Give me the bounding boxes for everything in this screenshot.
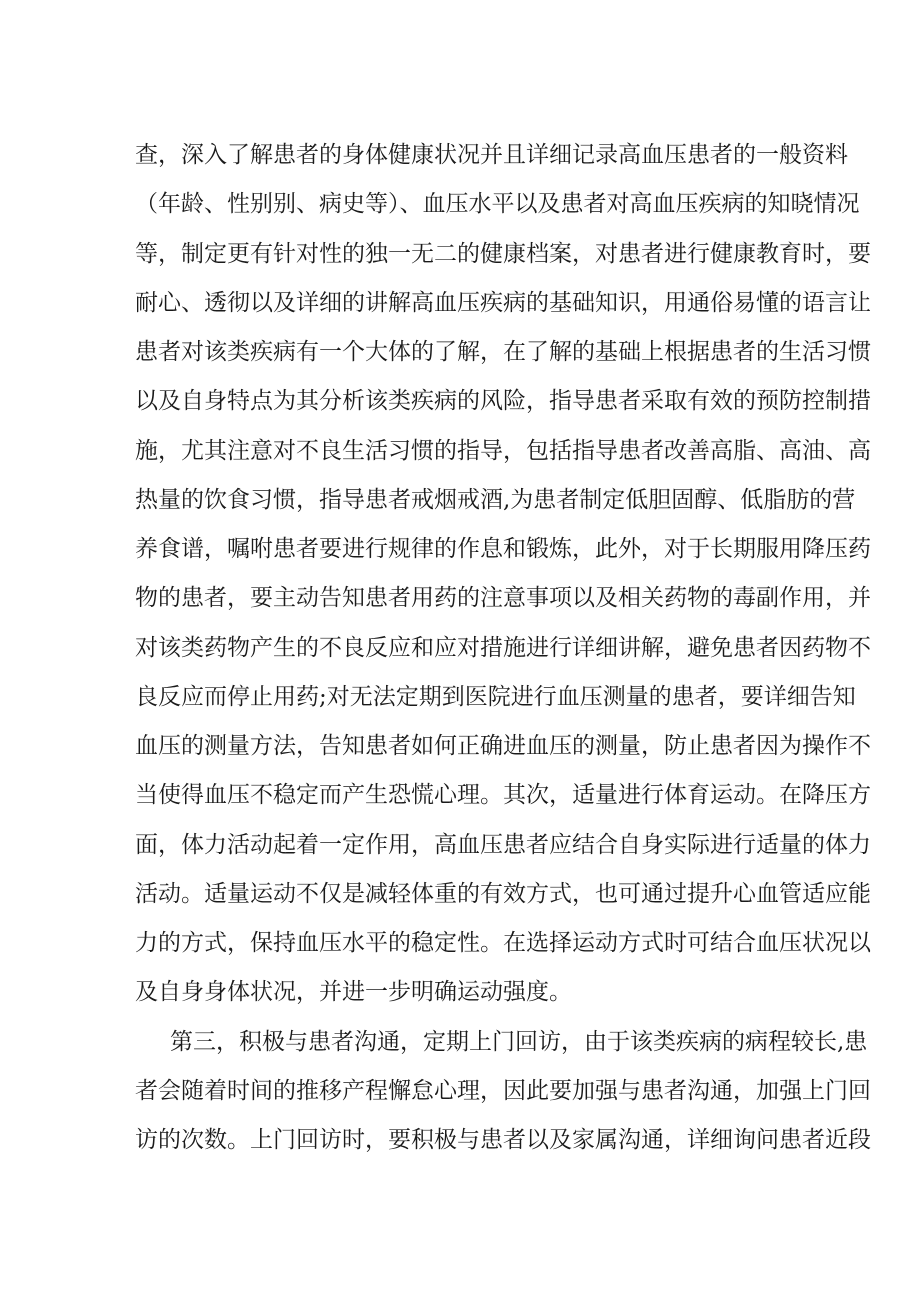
text-line: 养食谱，嘱咐患者要进行规律的作息和锻炼，此外，对于长期服用降压药 (135, 536, 871, 562)
text-line: 面，体力活动起着一定作用，高血压患者应结合自身实际进行适量的体力 (135, 831, 871, 858)
text-line: 耐心、透彻以及详细的讲解高血压疾病的基础知识，用通俗易懂的语言让 (135, 289, 871, 316)
text-line: （年龄、性别别、病史等）、血压水平以及患者对高血压疾病的知晓情况 (135, 191, 860, 218)
text-line: 等，制定更有针对性的独一无二的健康档案，对患者进行健康教育时，要 (135, 240, 871, 267)
text-line: 访的次数。上门回访时，要积极与患者以及家属沟通，详细询问患者近段 (135, 1127, 871, 1153)
text-line: 第三，积极与患者沟通，定期上门回访，由于该类疾病的病程较长,患 (170, 1028, 868, 1055)
text-line: 施，尤其注意对不良生活习惯的指导，包括指导患者改善高脂、高油、高 (135, 437, 871, 464)
text-line: 良反应而停止用药;对无法定期到医院进行血压测量的患者，要详细告知 (135, 683, 856, 710)
document-page (135, 131, 871, 1165)
text-line: 血压的测量方法，告知患者如何正确进血压的测量，防止患者因为操作不 (135, 733, 871, 759)
text-line: 力的方式，保持血压水平的稳定性。在选择运动方式时可结合血压状况以 (135, 930, 871, 956)
text-line: 及自身身体状况，并进一步明确运动强度。 (135, 979, 572, 1006)
text-line: 查，深入了解患者的身体健康状况并且详细记录高血压患者的一般资料 (135, 142, 848, 168)
text-line: 活动。适量运动不仅是减轻体重的有效方式，也可通过提升心血管适应能 (135, 880, 871, 907)
paragraph (135, 131, 871, 1018)
text-line: 患者对该类疾病有一个大体的了解，在了解的基础上根据患者的生活习惯 (135, 339, 871, 365)
paragraph (135, 1018, 871, 1166)
text-line: 物的患者，要主动告知患者用药的注意事项以及相关药物的毒副作用，并 (135, 585, 871, 612)
text-line: 当使得血压不稳定而产生恐慌心理。其次，适量进行体育运动。在降压方 (135, 782, 871, 809)
text-line: 对该类药物产生的不良反应和应对措施进行详细讲解，避免患者因药物不 (135, 634, 871, 661)
text-line: 以及自身特点为其分析该类疾病的风险，指导患者采取有效的预防控制措 (135, 388, 871, 415)
text-line: 者会随着时间的推移产程懈怠心理，因此要加强与患者沟通，加强上门回 (135, 1077, 871, 1104)
text-line: 热量的饮食习惯，指导患者戒烟戒酒,为患者制定低胆固醇、低脂肪的营 (135, 486, 856, 513)
